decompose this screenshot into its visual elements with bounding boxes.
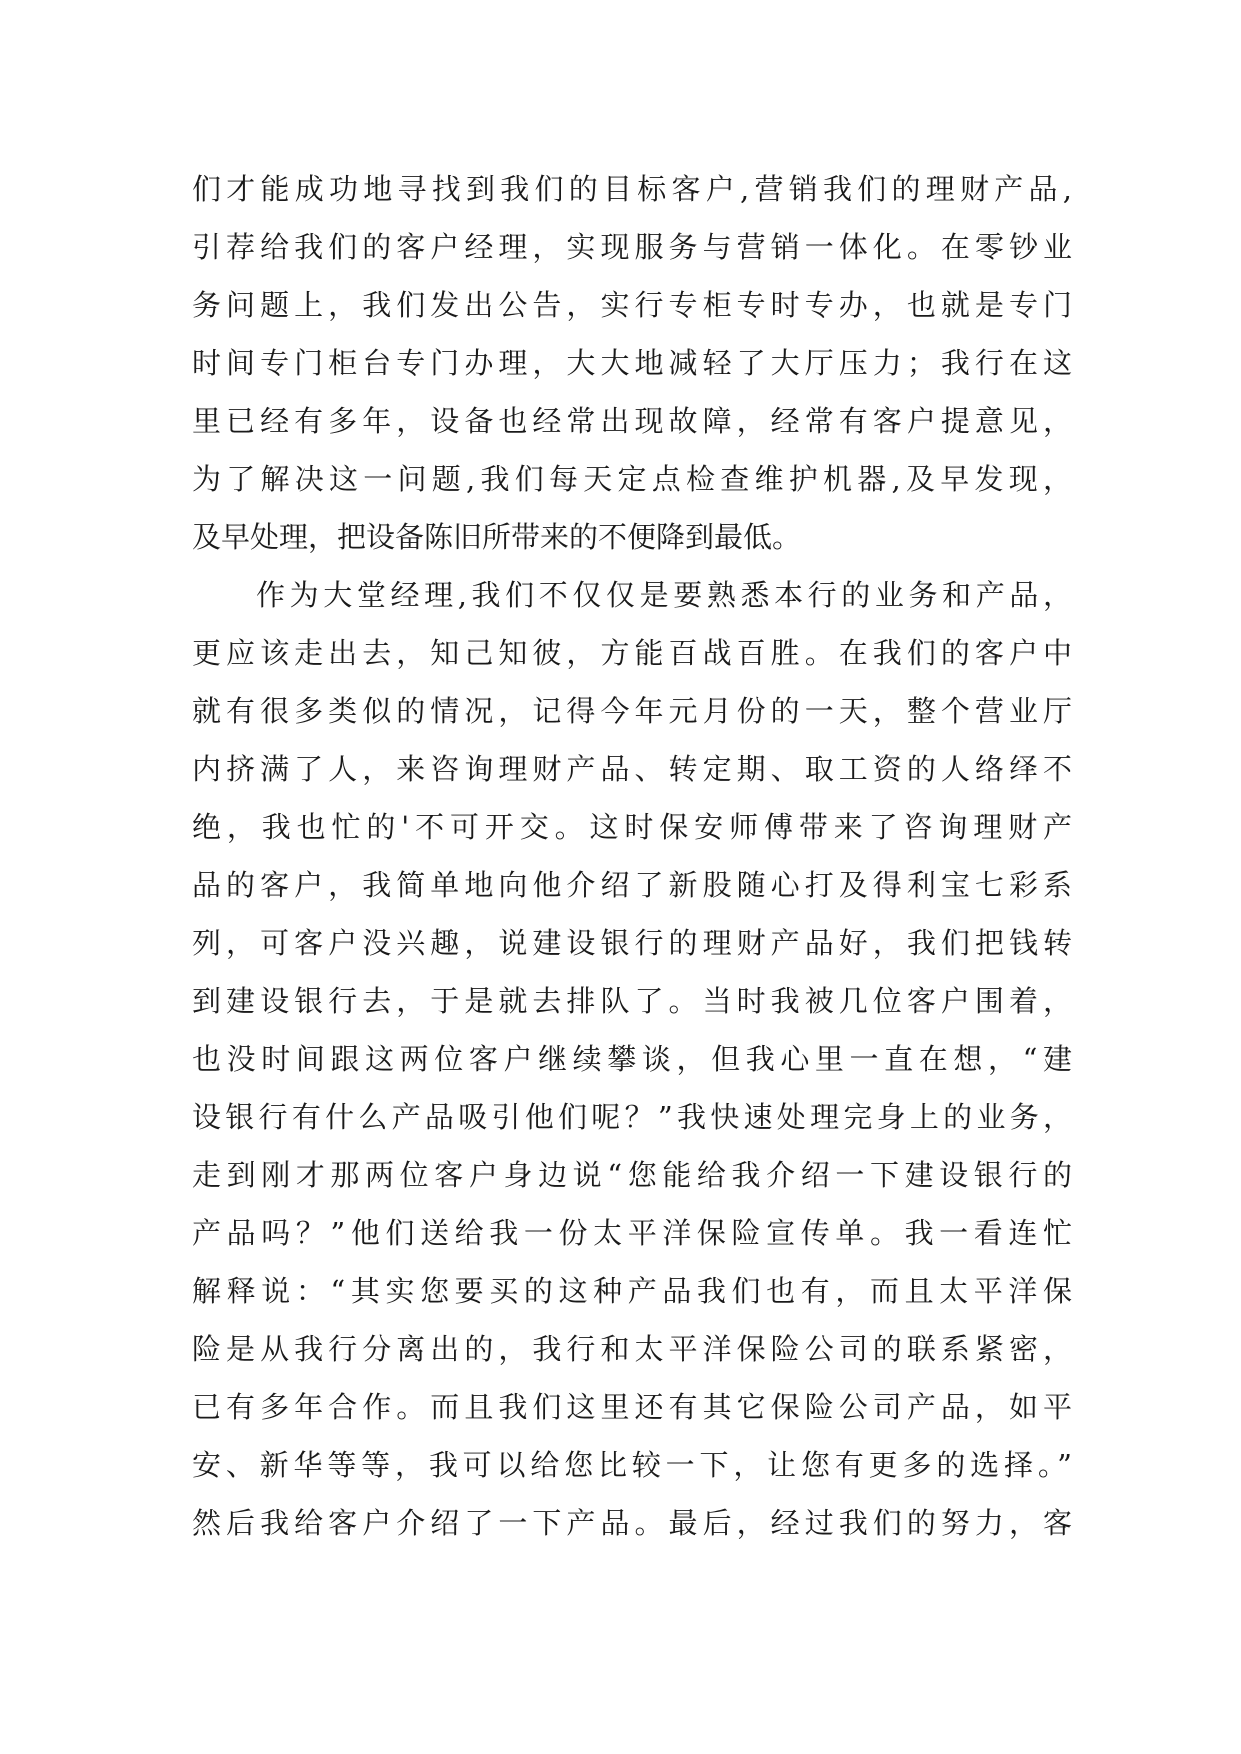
text-line: 设银行有什么产品吸引他们呢？”我快速处理完身上的业务， (192, 1100, 1072, 1134)
text-line: 绝，我也忙的'不可开交。这时保安师傅带来了咨询理财产 (192, 810, 1072, 844)
text-line: 们才能成功地寻找到我们的目标客户,营销我们的理财产品, (192, 172, 1072, 206)
text-line: 品的客户，我简单地向他介绍了新股随心打及得利宝七彩系 (192, 868, 1072, 902)
text-line: 作为大堂经理,我们不仅仅是要熟悉本行的业务和产品， (256, 578, 1072, 612)
paragraph-1 (192, 160, 1072, 566)
text-line: 内挤满了人，来咨询理财产品、转定期、取工资的人络绎不 (192, 752, 1072, 786)
text-line: 安、新华等等，我可以给您比较一下，让您有更多的选择。” (192, 1448, 1072, 1482)
text-line: 就有很多类似的情况，记得今年元月份的一天，整个营业厅 (192, 694, 1072, 728)
body-text (192, 160, 1072, 1552)
text-line: 为了解决这一问题,我们每天定点检查维护机器,及早发现， (192, 462, 1072, 496)
text-line: 时间专门柜台专门办理，大大地减轻了大厅压力；我行在这 (192, 346, 1072, 380)
text-line: 更应该走出去，知己知彼，方能百战百胜。在我们的客户中 (192, 636, 1072, 670)
text-line: 险是从我行分离出的，我行和太平洋保险公司的联系紧密， (192, 1332, 1072, 1366)
text-line: 也没时间跟这两位客户继续攀谈，但我心里一直在想，“建 (192, 1042, 1072, 1076)
paragraph-2 (192, 566, 1072, 1552)
text-line: 务问题上，我们发出公告，实行专柜专时专办，也就是专门 (192, 288, 1072, 322)
text-line: 引荐给我们的客户经理，实现服务与营销一体化。在零钞业 (192, 230, 1072, 264)
text-line: 里已经有多年，设备也经常出现故障，经常有客户提意见， (192, 404, 1072, 438)
text-line: 然后我给客户介绍了一下产品。最后，经过我们的努力，客 (192, 1506, 1072, 1540)
text-line: 产品吗？”他们送给我一份太平洋保险宣传单。我一看连忙 (192, 1216, 1072, 1250)
text-line: 走到刚才那两位客户身边说“您能给我介绍一下建设银行的 (192, 1158, 1072, 1192)
text-line: 已有多年合作。而且我们这里还有其它保险公司产品，如平 (192, 1390, 1072, 1424)
text-line: 到建设银行去，于是就去排队了。当时我被几位客户围着， (192, 984, 1072, 1018)
text-line: 列，可客户没兴趣，说建设银行的理财产品好，我们把钱转 (192, 926, 1072, 960)
text-line: 解释说：“其实您要买的这种产品我们也有，而且太平洋保 (192, 1274, 1072, 1308)
text-line: 及早处理，把设备陈旧所带来的不便降到最低。 (192, 520, 802, 554)
